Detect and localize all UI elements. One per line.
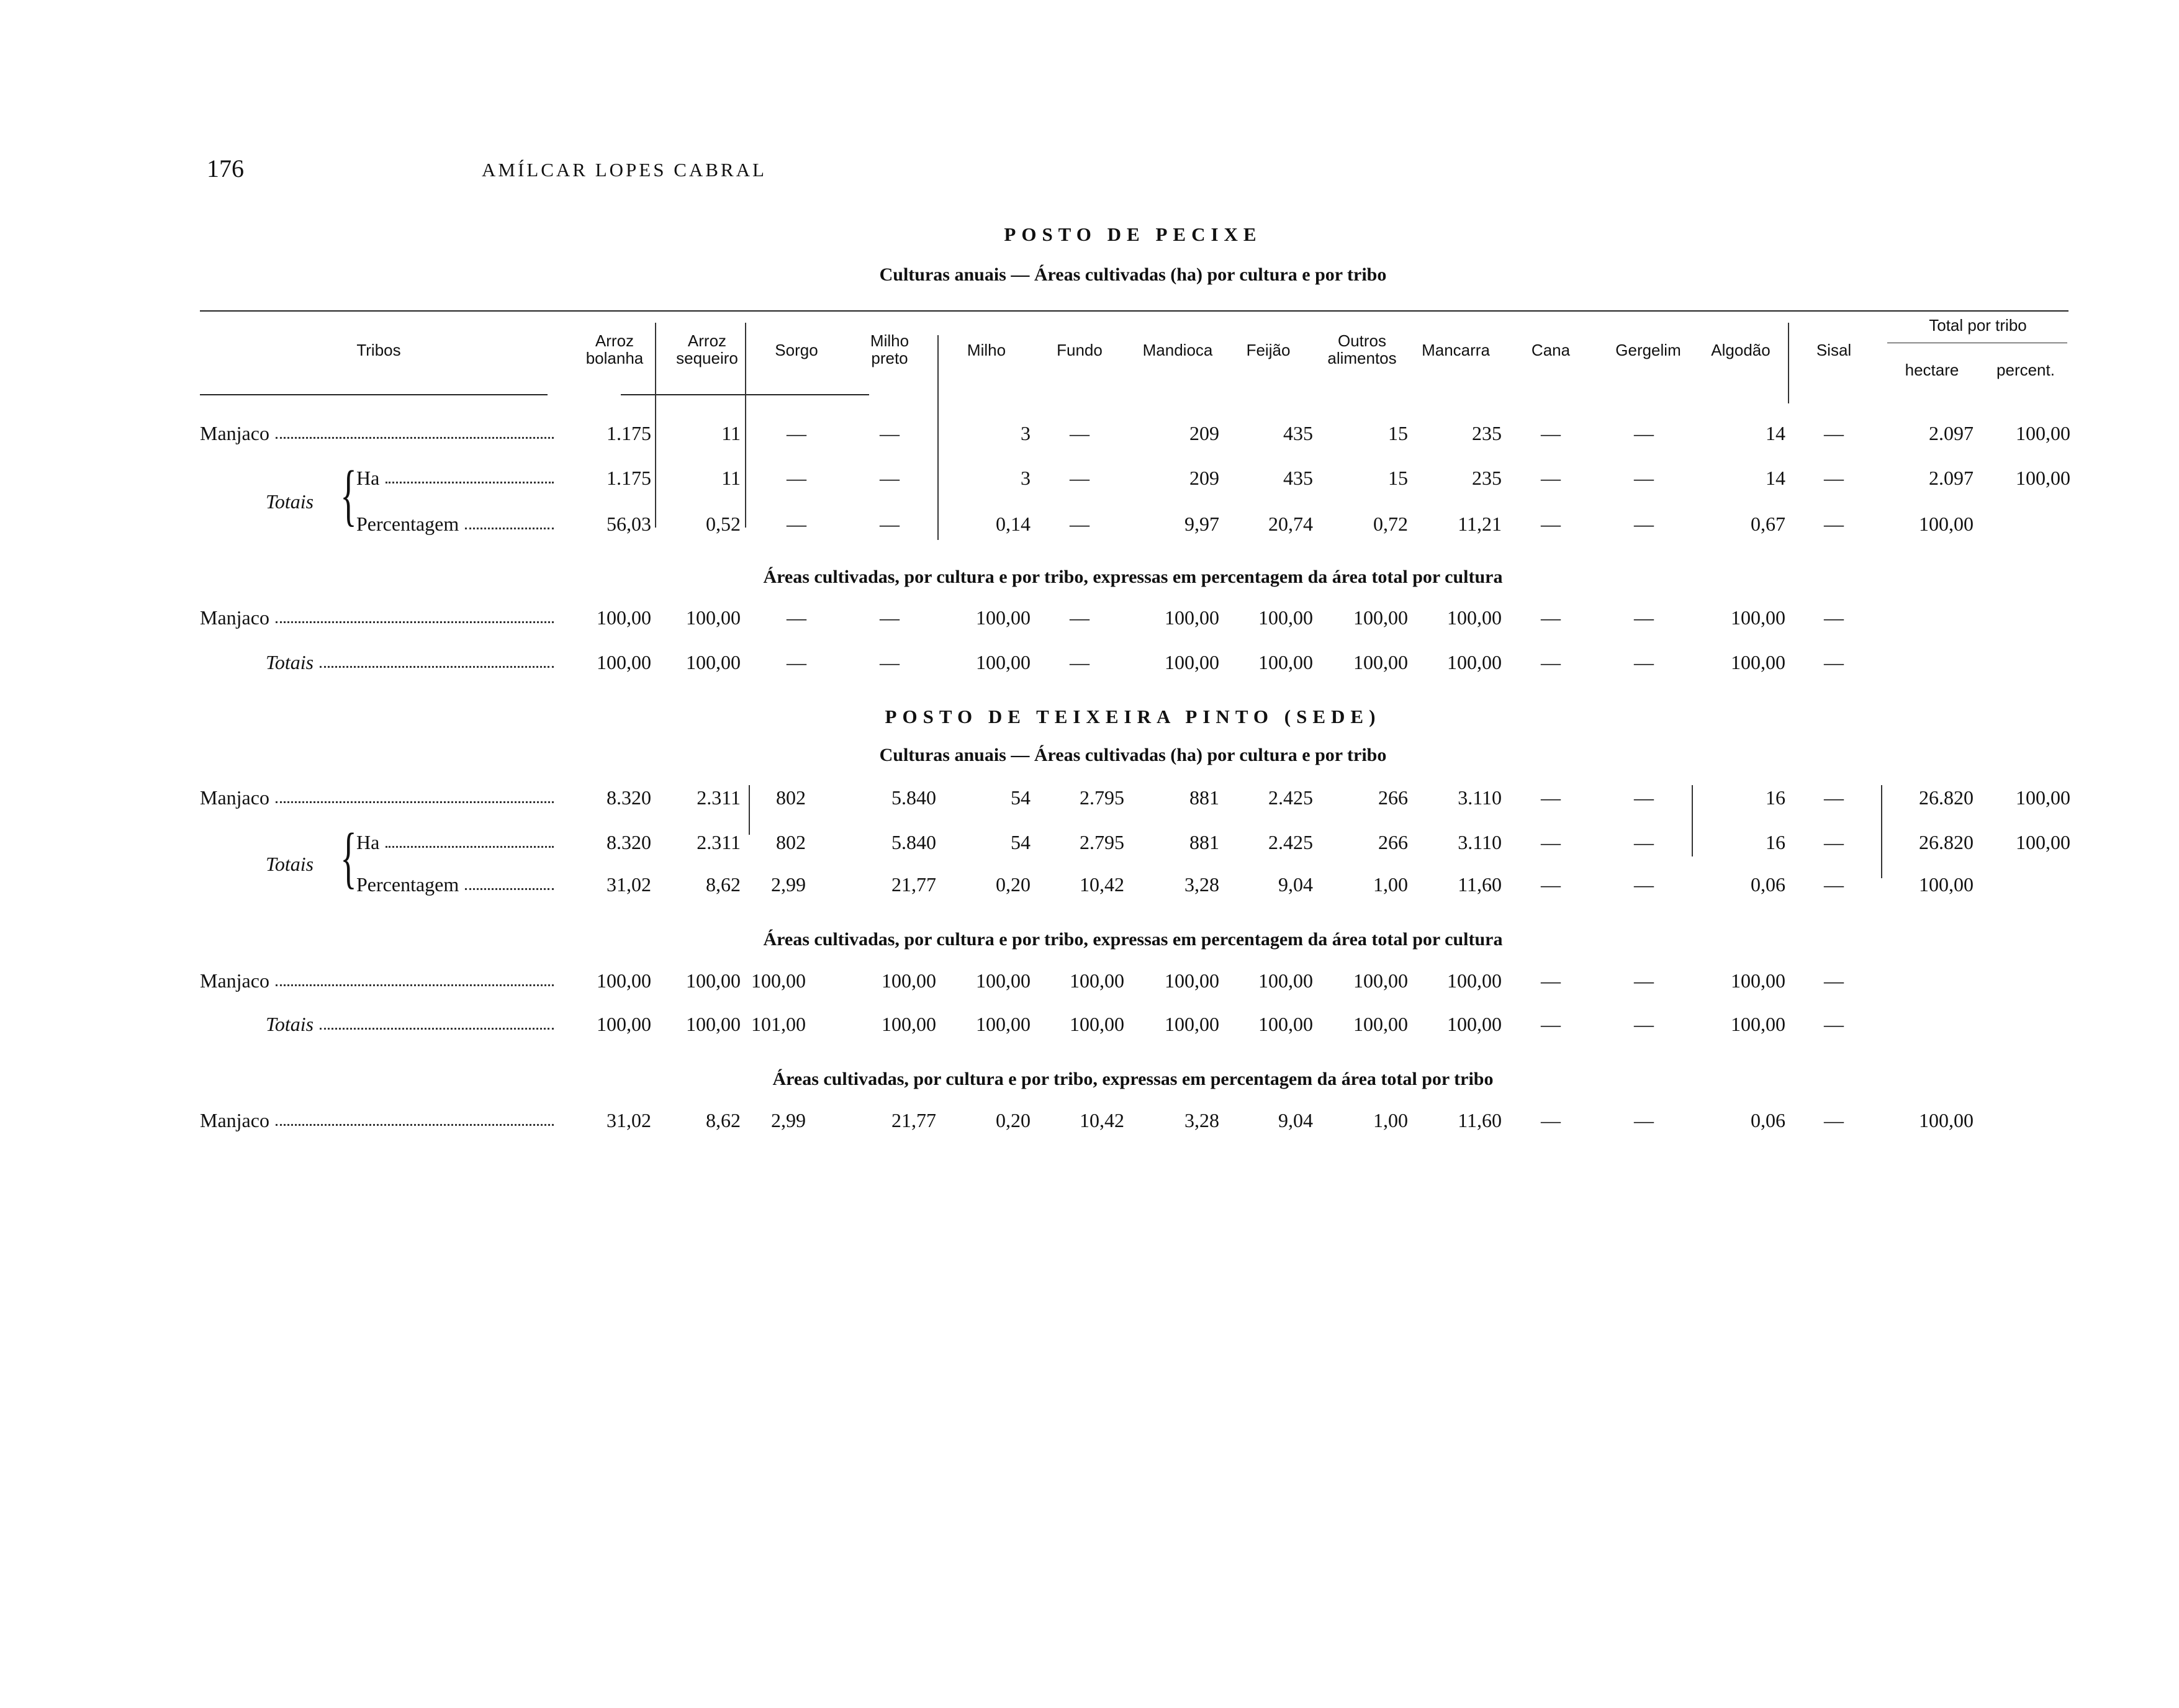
- cell-value: 881: [1189, 786, 1219, 809]
- cell-value: 14: [1766, 422, 1785, 444]
- cell-value: 802: [776, 786, 806, 809]
- cell-value: 100,00: [2016, 467, 2070, 489]
- teixeira-title: POSTO DE TEIXEIRA PINTO (SEDE): [885, 706, 1381, 727]
- cell-value: 14: [1766, 467, 1785, 489]
- cell-value: 100,00: [976, 969, 1031, 992]
- cell-value: 21,77: [891, 1109, 936, 1131]
- header-rule: [200, 394, 548, 395]
- cell-value: —: [1824, 831, 1844, 853]
- cell-value: 100,00: [1070, 1013, 1124, 1035]
- header-crop: Outros alimentos: [1327, 331, 1397, 367]
- cell-value: 26.820: [1919, 831, 1974, 853]
- row-label-text: Manjaco: [200, 606, 269, 629]
- cell-value: —: [1634, 422, 1654, 444]
- cell-value: 100,00: [1919, 873, 1974, 896]
- header-crop: Arroz sequeiro: [676, 331, 738, 367]
- cell-value: —: [1824, 1013, 1844, 1035]
- row-label: [200, 786, 554, 809]
- cell-value: 100,00: [686, 1013, 741, 1035]
- cell-value: —: [787, 651, 806, 673]
- cell-value: —: [1824, 422, 1844, 444]
- cell-value: 2,99: [771, 873, 806, 896]
- cell-value: —: [1634, 651, 1654, 673]
- cell-value: —: [1541, 422, 1561, 444]
- cell-value: —: [1634, 873, 1654, 896]
- cell-value: 2.311: [697, 831, 741, 853]
- row-label-text: Ha: [356, 831, 380, 853]
- cell-value: —: [1824, 513, 1844, 535]
- cell-value: —: [1541, 831, 1561, 853]
- header-crop: Feijão: [1246, 341, 1291, 359]
- cell-value: 15: [1388, 467, 1408, 489]
- header-crop: Arroz bolanha: [585, 331, 644, 367]
- cell-value: 100,00: [597, 969, 651, 992]
- cell-value: 26.820: [1919, 786, 1974, 809]
- cell-value: 1.175: [607, 467, 651, 489]
- cell-value: 100,00: [597, 606, 651, 629]
- pecixe-title: POSTO DE PECIXE: [1004, 223, 1262, 245]
- header-crop: Sisal: [1816, 341, 1852, 359]
- table-row: [0, 422, 2179, 447]
- cell-value: 8,62: [706, 1109, 741, 1131]
- cell-value: —: [1634, 786, 1654, 809]
- row-label-text: Manjaco: [200, 969, 269, 992]
- cell-value: —: [1070, 467, 1090, 489]
- cell-value: 5.840: [891, 786, 936, 809]
- cell-value: —: [1824, 1109, 1844, 1131]
- cell-value: 3.110: [1458, 831, 1502, 853]
- cell-value: —: [1824, 786, 1844, 809]
- totais-label: Totais: [266, 853, 314, 875]
- table-row: [0, 786, 2179, 811]
- header-crop: Milho: [967, 341, 1006, 359]
- row-label: [200, 1109, 554, 1132]
- cell-value: 9,04: [1278, 873, 1313, 896]
- cell-value: 54: [1011, 786, 1031, 809]
- cell-value: 100,00: [686, 969, 741, 992]
- cell-value: 0,14: [996, 513, 1031, 535]
- header-total-por-tribo: Total por tribo: [1929, 316, 2027, 335]
- cell-value: 1,00: [1373, 1109, 1408, 1131]
- table-row: [0, 467, 2179, 492]
- cell-value: 100,00: [882, 1013, 936, 1035]
- cell-value: 2.425: [1268, 786, 1313, 809]
- cell-value: 100,00: [1165, 969, 1219, 992]
- cell-value: 2,99: [771, 1109, 806, 1131]
- cell-value: —: [1541, 467, 1561, 489]
- cell-value: 0,67: [1751, 513, 1785, 535]
- cell-value: —: [880, 422, 900, 444]
- cell-value: —: [1824, 969, 1844, 992]
- cell-value: —: [1541, 1109, 1561, 1131]
- cell-value: 0,20: [996, 1109, 1031, 1131]
- cell-value: 100,00: [1258, 969, 1313, 992]
- cell-value: —: [1070, 422, 1090, 444]
- cell-value: 54: [1011, 831, 1031, 853]
- header-tribos: Tribos: [356, 341, 401, 359]
- table-row: [0, 1013, 2179, 1038]
- cell-value: 266: [1378, 831, 1408, 853]
- cell-value: —: [880, 606, 900, 629]
- cell-value: —: [1634, 969, 1654, 992]
- cell-value: —: [880, 513, 900, 535]
- cell-value: 0,06: [1751, 1109, 1785, 1131]
- header-hectare: hectare: [1905, 361, 1959, 379]
- cell-value: —: [1070, 513, 1090, 535]
- cell-value: 100,00: [1731, 1013, 1785, 1035]
- cell-value: —: [1070, 651, 1090, 673]
- teixeira-pct-tribo-heading: Áreas cultivadas, por cultura e por tribo, expressas em percentagem da área total por tribo: [772, 1069, 1494, 1089]
- cell-value: —: [1824, 651, 1844, 673]
- cell-value: —: [880, 651, 900, 673]
- cell-value: 3: [1021, 467, 1031, 489]
- cell-value: 100,00: [1258, 1013, 1313, 1035]
- running-head: AMÍLCAR LOPES CABRAL: [482, 159, 767, 181]
- cell-value: 8.320: [607, 786, 651, 809]
- cell-value: 100,00: [1353, 1013, 1408, 1035]
- header-crop: Algodão: [1711, 341, 1771, 359]
- row-label: [200, 422, 554, 445]
- cell-value: 100,00: [976, 651, 1031, 673]
- cell-value: 2.097: [1929, 467, 1974, 489]
- cell-value: 100,00: [597, 1013, 651, 1035]
- cell-value: —: [1634, 831, 1654, 853]
- cell-value: —: [1824, 606, 1844, 629]
- cell-value: 1.175: [607, 422, 651, 444]
- page-number: 176: [207, 155, 244, 182]
- cell-value: 16: [1766, 831, 1785, 853]
- table-row: [0, 651, 2179, 676]
- cell-value: 235: [1472, 467, 1502, 489]
- cell-value: —: [1634, 606, 1654, 629]
- pecixe-subtitle: Culturas anuais — Áreas cultivadas (ha) por cultura e por tribo: [879, 264, 1387, 285]
- cell-value: 8.320: [607, 831, 651, 853]
- table-row: [0, 831, 2179, 856]
- cell-value: 0,06: [1751, 873, 1785, 896]
- cell-value: 802: [776, 831, 806, 853]
- cell-value: 100,00: [1731, 969, 1785, 992]
- cell-value: 209: [1189, 467, 1219, 489]
- cell-value: 100,00: [1165, 606, 1219, 629]
- table-row: [0, 606, 2179, 631]
- cell-value: —: [1541, 786, 1561, 809]
- cell-value: 100,00: [1731, 606, 1785, 629]
- row-label-text: Percentagem: [356, 873, 459, 896]
- cell-value: —: [1541, 969, 1561, 992]
- cell-value: 56,03: [607, 513, 651, 535]
- cell-value: 100,00: [1353, 606, 1408, 629]
- header-percent: percent.: [1996, 361, 2055, 379]
- row-label: [200, 606, 554, 629]
- cell-value: 8,62: [706, 873, 741, 896]
- cell-value: 100,00: [2016, 422, 2070, 444]
- cell-value: 2.097: [1929, 422, 1974, 444]
- cell-value: 235: [1472, 422, 1502, 444]
- cell-value: 31,02: [607, 1109, 651, 1131]
- cell-value: 100,00: [686, 606, 741, 629]
- row-label-text: Manjaco: [200, 1109, 269, 1131]
- cell-value: 100,00: [1447, 969, 1502, 992]
- cell-value: 100,00: [1919, 513, 1974, 535]
- cell-value: 3,28: [1184, 873, 1219, 896]
- cell-value: 16: [1766, 786, 1785, 809]
- cell-value: 100,00: [1447, 1013, 1502, 1035]
- row-label-text: Totais: [266, 1013, 314, 1035]
- table-row: [0, 1109, 2179, 1134]
- cell-value: 100,00: [1258, 651, 1313, 673]
- cell-value: —: [1634, 1109, 1654, 1131]
- cell-value: —: [787, 513, 806, 535]
- cell-value: —: [787, 606, 806, 629]
- column-divider: [1788, 323, 1789, 403]
- cell-value: —: [1541, 651, 1561, 673]
- cell-value: 0,52: [706, 513, 741, 535]
- cell-value: —: [1070, 606, 1090, 629]
- cell-value: 0,72: [1373, 513, 1408, 535]
- cell-value: 2.795: [1080, 786, 1124, 809]
- header-crop: Gergelim: [1615, 341, 1681, 359]
- cell-value: 881: [1189, 831, 1219, 853]
- row-label-text: Ha: [356, 467, 380, 489]
- cell-value: 31,02: [607, 873, 651, 896]
- cell-value: —: [1824, 467, 1844, 489]
- pecixe-pct-cultura-heading: Áreas cultivadas, por cultura e por tribo, expressas em percentagem da área total por cultura: [763, 567, 1503, 587]
- cell-value: 100,00: [1258, 606, 1313, 629]
- cell-value: —: [1541, 873, 1561, 896]
- cell-value: —: [1541, 606, 1561, 629]
- cell-value: 9,04: [1278, 1109, 1313, 1131]
- cell-value: 435: [1283, 422, 1313, 444]
- cell-value: 100,00: [2016, 831, 2070, 853]
- cell-value: 2.311: [697, 786, 741, 809]
- table-row: [0, 969, 2179, 994]
- cell-value: 2.795: [1080, 831, 1124, 853]
- cell-value: 3.110: [1458, 786, 1502, 809]
- cell-value: —: [1634, 467, 1654, 489]
- row-label: [200, 969, 554, 992]
- teixeira-subtitle: Culturas anuais — Áreas cultivadas (ha) por cultura e por tribo: [879, 745, 1387, 765]
- table-row: [0, 513, 2179, 537]
- cell-value: 2.425: [1268, 831, 1313, 853]
- header-crop: Sorgo: [775, 341, 818, 359]
- header-crop: Cana: [1531, 341, 1571, 359]
- table-top-rule: [200, 310, 2068, 312]
- row-label-text: Percentagem: [356, 513, 459, 535]
- cell-value: —: [1824, 873, 1844, 896]
- cell-value: 3,28: [1184, 1109, 1219, 1131]
- cell-value: 100,00: [1165, 1013, 1219, 1035]
- brace: {: [340, 457, 357, 533]
- cell-value: 11,60: [1458, 1109, 1502, 1131]
- brace: {: [340, 819, 357, 895]
- cell-value: 0,20: [996, 873, 1031, 896]
- cell-value: 10,42: [1080, 873, 1124, 896]
- row-label-text: Manjaco: [200, 786, 269, 809]
- cell-value: 100,00: [1447, 606, 1502, 629]
- cell-value: 5.840: [891, 831, 936, 853]
- cell-value: —: [1541, 513, 1561, 535]
- cell-value: —: [787, 467, 806, 489]
- cell-value: 15: [1388, 422, 1408, 444]
- teixeira-pct-cultura-heading: Áreas cultivadas, por cultura e por tribo, expressas em percentagem da área total por cultura: [763, 929, 1503, 950]
- cell-value: 9,97: [1184, 513, 1219, 535]
- cell-value: —: [1541, 1013, 1561, 1035]
- header-crop: Mancarra: [1422, 341, 1490, 359]
- cell-value: 100,00: [1353, 651, 1408, 673]
- cell-value: 209: [1189, 422, 1219, 444]
- cell-value: 266: [1378, 786, 1408, 809]
- cell-value: 100,00: [976, 1013, 1031, 1035]
- cell-value: 11: [721, 467, 741, 489]
- cell-value: 11: [721, 422, 741, 444]
- cell-value: 101,00: [751, 1013, 806, 1035]
- cell-value: 100,00: [976, 606, 1031, 629]
- cell-value: 100,00: [1447, 651, 1502, 673]
- cell-value: —: [880, 467, 900, 489]
- header-crop: Fundo: [1057, 341, 1103, 359]
- cell-value: —: [787, 422, 806, 444]
- cell-value: 1,00: [1373, 873, 1408, 896]
- cell-value: 100,00: [1070, 969, 1124, 992]
- cell-value: 100,00: [597, 651, 651, 673]
- totais-label: Totais: [266, 490, 314, 513]
- cell-value: 11,60: [1458, 873, 1502, 896]
- cell-value: —: [1634, 1013, 1654, 1035]
- cell-value: 20,74: [1268, 513, 1313, 535]
- cell-value: 100,00: [686, 651, 741, 673]
- table-row: [0, 873, 2179, 898]
- cell-value: 100,00: [751, 969, 806, 992]
- cell-value: 21,77: [891, 873, 936, 896]
- cell-value: 100,00: [882, 969, 936, 992]
- cell-value: 100,00: [2016, 786, 2070, 809]
- header-crop: Milho preto: [870, 331, 909, 367]
- header-crop: Mandioca: [1142, 341, 1213, 359]
- row-label-text: Totais: [266, 651, 314, 673]
- cell-value: 10,42: [1080, 1109, 1124, 1131]
- cell-value: —: [1634, 513, 1654, 535]
- cell-value: 100,00: [1353, 969, 1408, 992]
- cell-value: 3: [1021, 422, 1031, 444]
- cell-value: 100,00: [1731, 651, 1785, 673]
- cell-value: 100,00: [1919, 1109, 1974, 1131]
- row-label-text: Manjaco: [200, 422, 269, 444]
- cell-value: 435: [1283, 467, 1313, 489]
- cell-value: 100,00: [1165, 651, 1219, 673]
- cell-value: 11,21: [1458, 513, 1502, 535]
